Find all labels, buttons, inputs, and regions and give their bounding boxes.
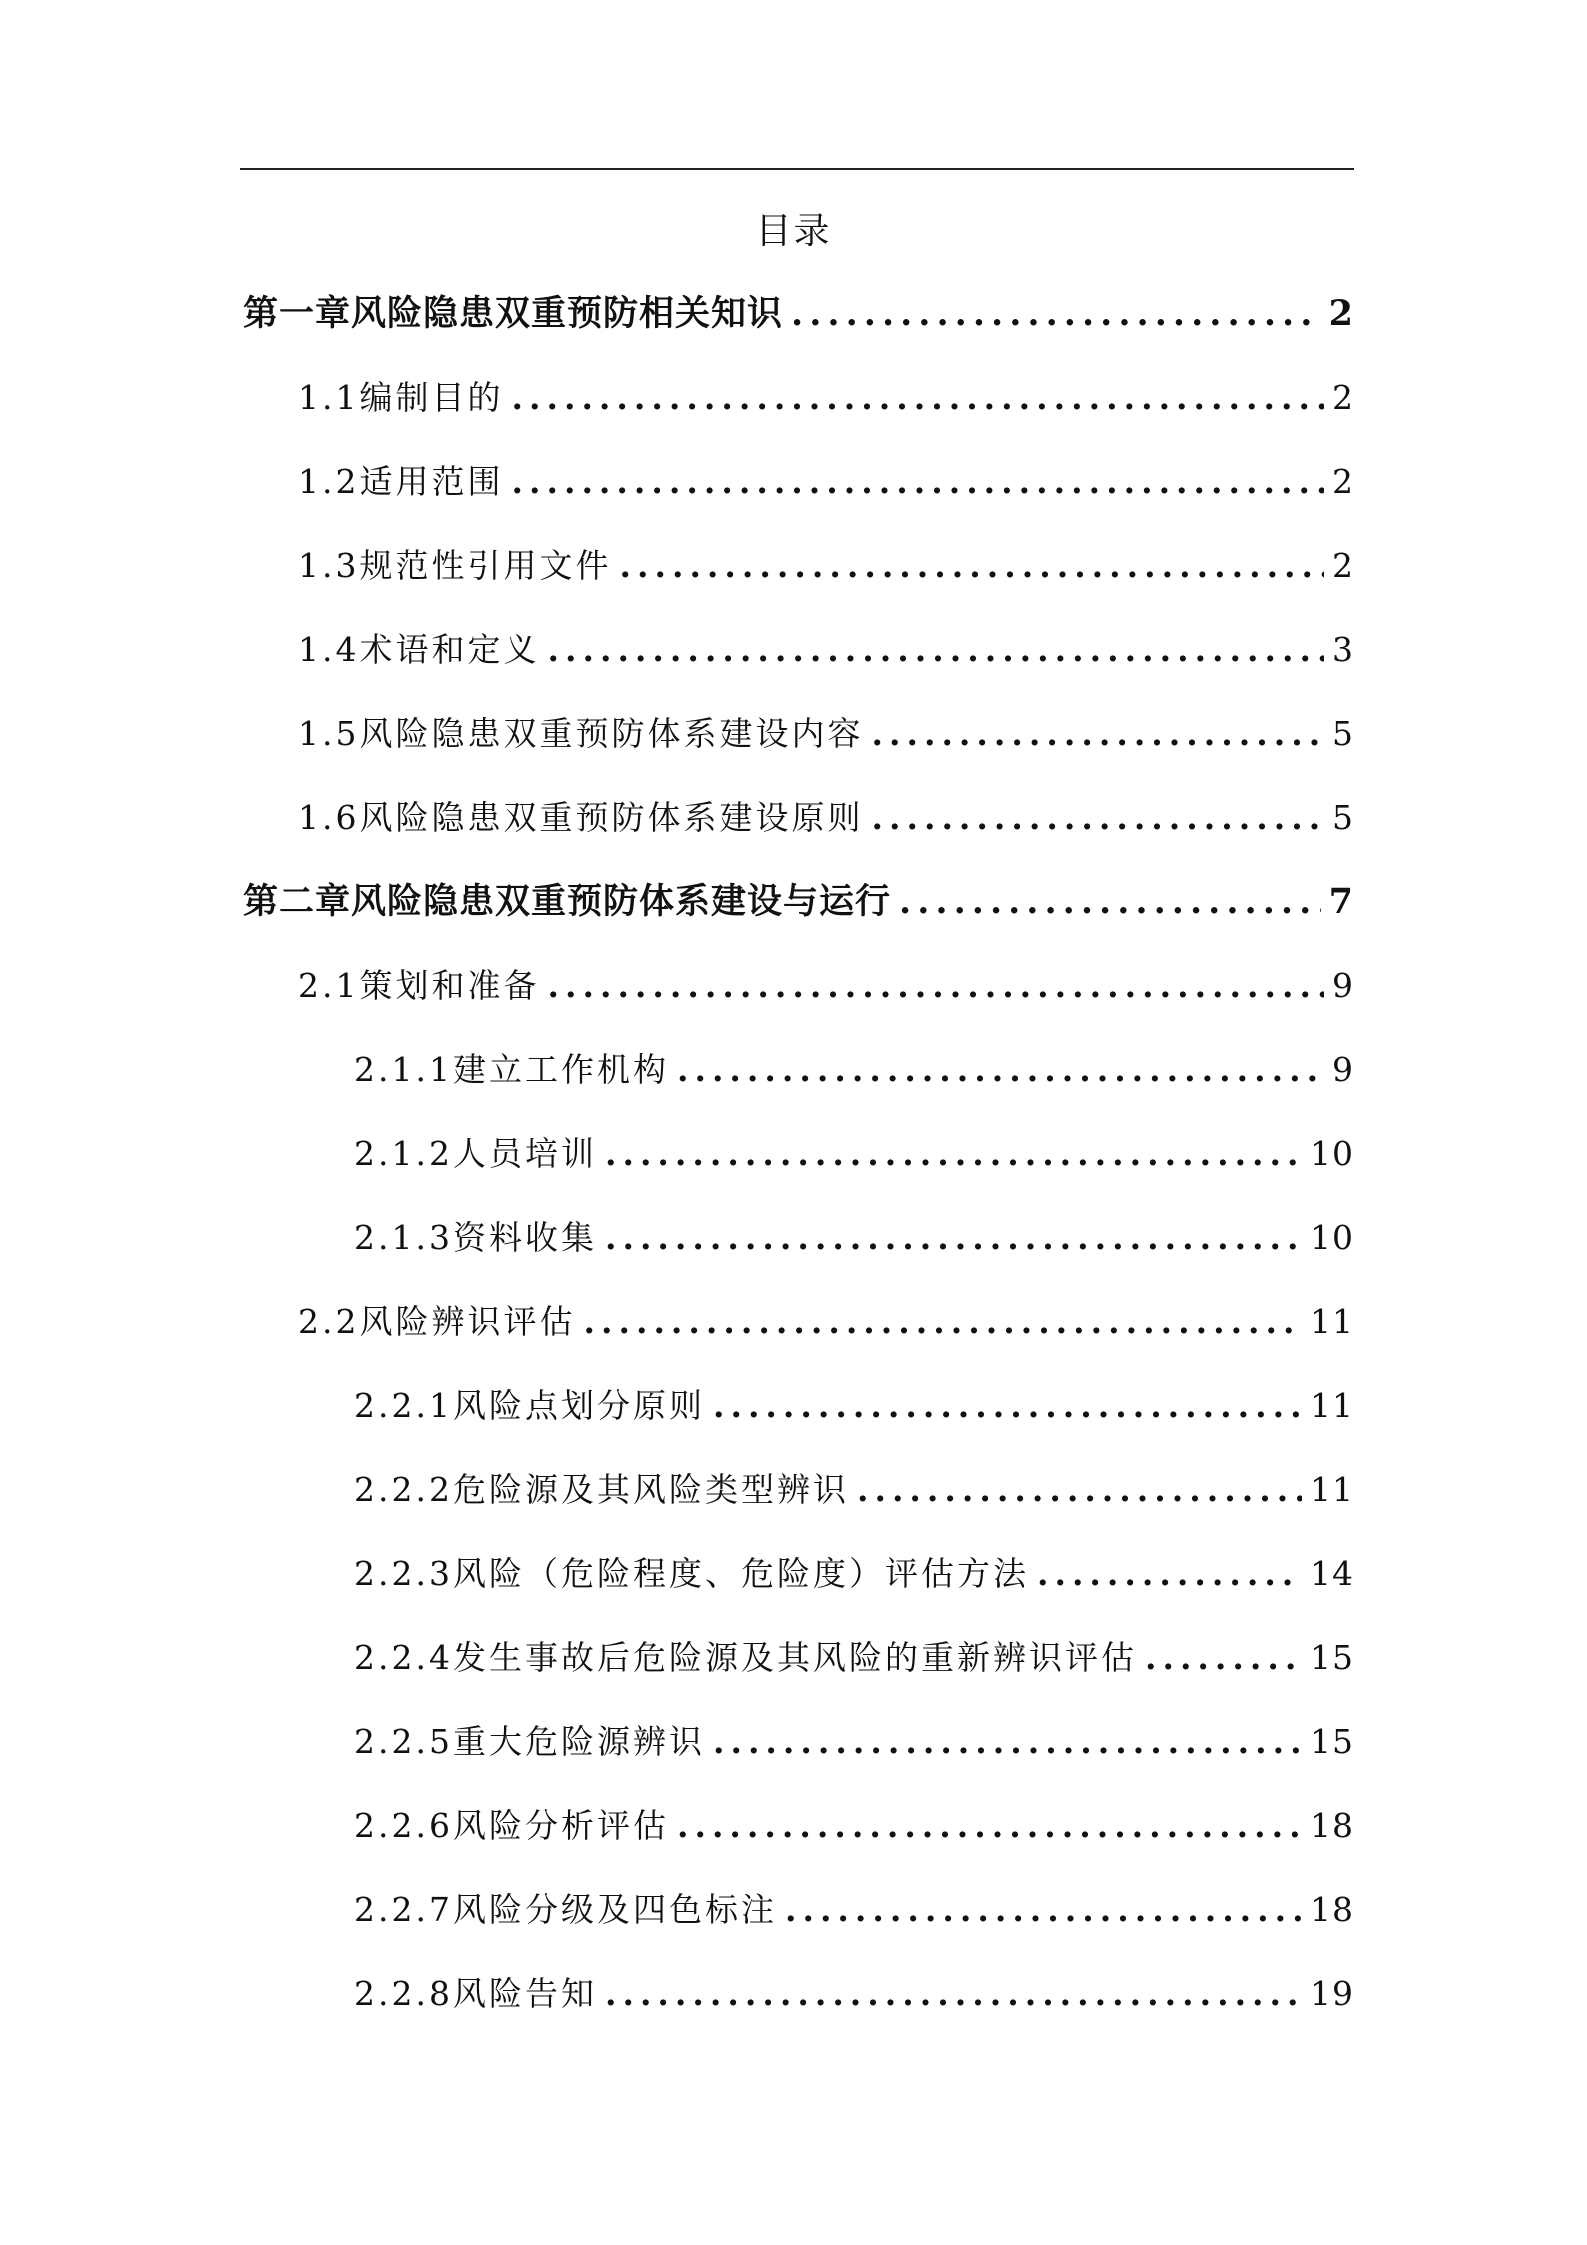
toc-dot-leader [857, 1466, 1302, 1514]
toc-entry[interactable] [243, 290, 1354, 338]
toc-entry-page-number: 15 [1310, 1638, 1354, 1677]
toc-entry-label: 2.1策划和准备 [298, 966, 540, 1005]
toc-dot-leader [791, 290, 1321, 338]
toc-entry[interactable] [354, 1886, 1354, 1934]
toc-entry[interactable] [354, 1802, 1354, 1850]
toc-entry[interactable] [354, 1382, 1354, 1430]
toc-entry[interactable] [298, 1298, 1354, 1346]
toc-dot-leader [1037, 1550, 1302, 1598]
toc-entry[interactable] [298, 374, 1354, 422]
toc-entry-page-number: 10 [1310, 1134, 1354, 1173]
toc-entry-page-number: 2 [1328, 293, 1354, 334]
toc-entry-page-number: 9 [1332, 1050, 1354, 1089]
toc-entry[interactable] [298, 542, 1354, 590]
toc-entry[interactable] [298, 626, 1354, 674]
toc-entry[interactable] [298, 962, 1354, 1010]
toc-entry[interactable] [354, 1550, 1354, 1598]
toc-entry-label: 2.2.6风险分析评估 [354, 1806, 669, 1845]
toc-entry-page-number: 2 [1332, 546, 1354, 585]
toc-entry[interactable] [354, 1718, 1354, 1766]
toc-entry[interactable] [298, 458, 1354, 506]
toc-entry-page-number: 14 [1310, 1554, 1354, 1593]
toc-dot-leader [511, 374, 1324, 422]
toc-entry-label: 2.2.2危险源及其风险类型辨识 [354, 1470, 849, 1509]
toc-dot-leader [547, 962, 1324, 1010]
toc-dot-leader [677, 1802, 1302, 1850]
toc-dot-leader [871, 794, 1324, 842]
toc-dot-leader [605, 1214, 1302, 1262]
toc-entry-label: 1.5风险隐患双重预防体系建设内容 [298, 714, 864, 753]
toc-entry-page-number: 2 [1332, 378, 1354, 417]
toc-entry-page-number: 18 [1310, 1890, 1354, 1929]
toc-entry-label: 2.2.5重大危险源辨识 [354, 1722, 705, 1761]
toc-entry-label: 2.1.1建立工作机构 [354, 1050, 669, 1089]
toc-dot-leader [1145, 1634, 1302, 1682]
toc-entry[interactable] [354, 1214, 1354, 1262]
toc-entry-label: 2.2.1风险点划分原则 [354, 1386, 705, 1425]
toc-entry-label: 1.3规范性引用文件 [298, 546, 612, 585]
toc-entry-label: 1.1编制目的 [298, 378, 504, 417]
toc-entry-label: 2.2.4发生事故后危险源及其风险的重新辨识评估 [354, 1638, 1137, 1677]
toc-dot-leader [619, 542, 1324, 590]
toc-entry-label: 2.2.8风险告知 [354, 1974, 597, 2013]
toc-entry-page-number: 19 [1310, 1974, 1354, 2013]
toc-entry-label: 1.6风险隐患双重预防体系建设原则 [298, 798, 864, 837]
toc-dot-leader [547, 626, 1324, 674]
toc-entry-page-number: 15 [1310, 1722, 1354, 1761]
toc-dot-leader [713, 1382, 1302, 1430]
toc-entry-label: 2.2.7风险分级及四色标注 [354, 1890, 777, 1929]
header-rule [240, 168, 1354, 170]
toc-entry-page-number: 11 [1310, 1302, 1354, 1341]
toc-title: 目录 [755, 211, 832, 252]
toc-entry-page-number: 5 [1332, 714, 1354, 753]
toc-dot-leader [785, 1886, 1302, 1934]
toc-entry[interactable] [354, 1130, 1354, 1178]
toc-entry-page-number: 11 [1310, 1386, 1354, 1425]
toc-entry[interactable] [354, 1970, 1354, 2018]
toc-entry-page-number: 2 [1332, 462, 1354, 501]
toc-entry-label: 第二章风险隐患双重预防体系建设与运行 [243, 881, 892, 922]
toc-entry-label: 1.4术语和定义 [298, 630, 540, 669]
toc-entry-page-number: 11 [1310, 1470, 1354, 1509]
toc-dot-leader [713, 1718, 1302, 1766]
toc-dot-leader [605, 1130, 1302, 1178]
toc-entry[interactable] [354, 1466, 1354, 1514]
toc-entry[interactable] [354, 1046, 1354, 1094]
toc-entry-page-number: 7 [1328, 881, 1354, 922]
toc-entry-label: 第一章风险隐患双重预防相关知识 [243, 293, 784, 334]
toc-entry[interactable] [298, 794, 1354, 842]
toc-entry-page-number: 18 [1310, 1806, 1354, 1845]
toc-entry-page-number: 5 [1332, 798, 1354, 837]
toc-dot-leader [899, 878, 1321, 926]
toc-entry-page-number: 9 [1332, 966, 1354, 1005]
toc-dot-leader [871, 710, 1324, 758]
toc-dot-leader [583, 1298, 1302, 1346]
toc-entry-label: 2.2风险辨识评估 [298, 1302, 576, 1341]
toc-entry-label: 2.2.3风险（危险程度、危险度）评估方法 [354, 1554, 1029, 1593]
toc-entry[interactable] [298, 710, 1354, 758]
toc-entry-page-number: 3 [1332, 630, 1354, 669]
toc-entry-label: 2.1.2人员培训 [354, 1134, 597, 1173]
toc-entry-label: 1.2适用范围 [298, 462, 504, 501]
toc-entry-label: 2.1.3资料收集 [354, 1218, 597, 1257]
toc-dot-leader [511, 458, 1324, 506]
toc-entry[interactable] [243, 878, 1354, 926]
toc-entry-page-number: 10 [1310, 1218, 1354, 1257]
toc-dot-leader [605, 1970, 1302, 2018]
toc-entry[interactable] [354, 1634, 1354, 1682]
toc-dot-leader [677, 1046, 1324, 1094]
